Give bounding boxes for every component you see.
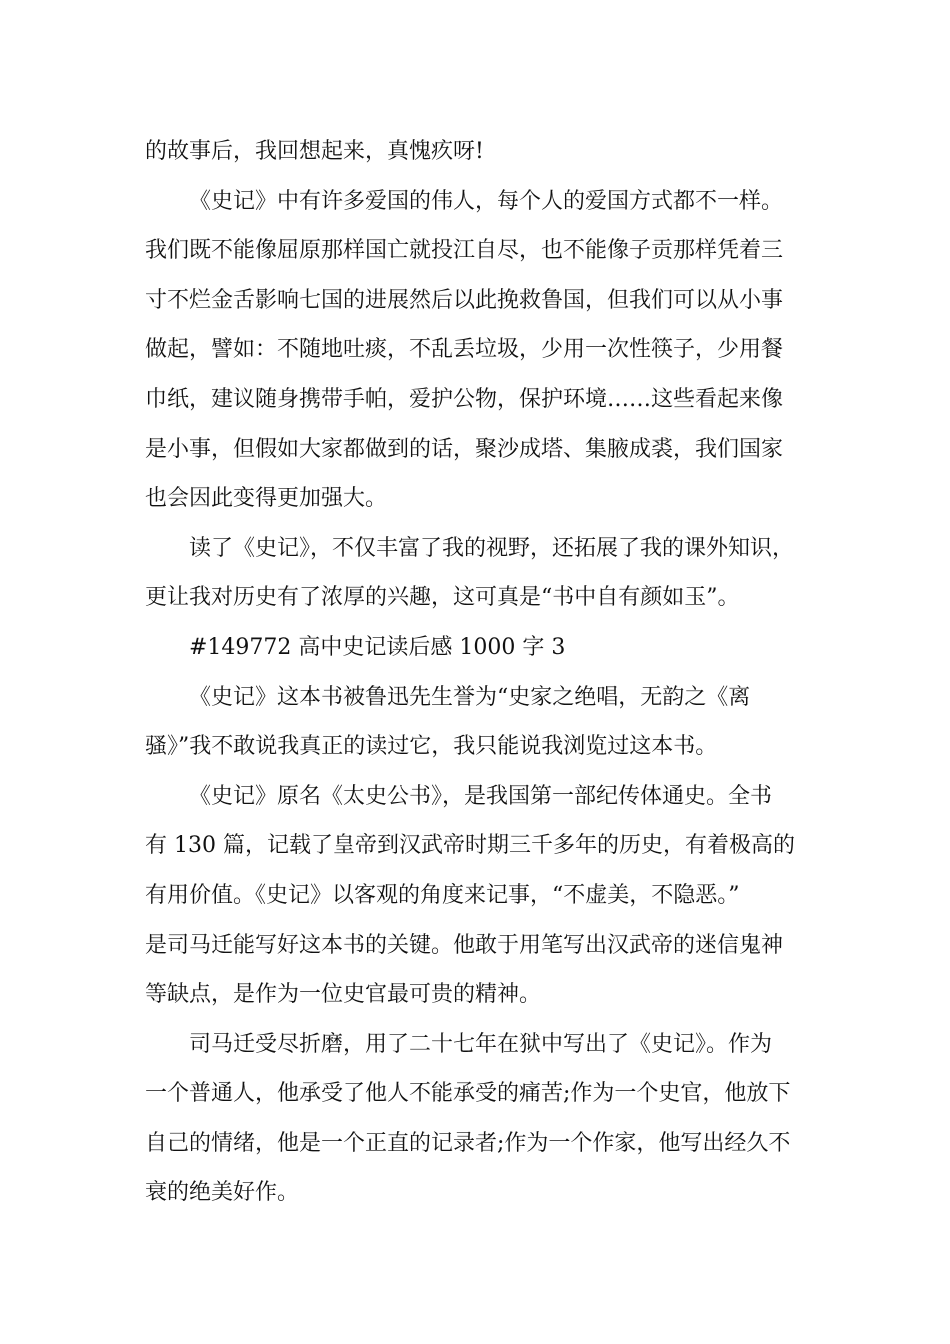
- text-line: 做起，譬如：不随地吐痰，不乱丢垃圾，少用一次性筷子，少用餐: [145, 337, 784, 363]
- paragraph: [145, 524, 813, 623]
- document-body: [145, 127, 813, 1218]
- text-line: 一个普通人，他承受了他人不能承受的痛苦;作为一个史官，他放下: [145, 1081, 791, 1107]
- text-line: 《史记》原名《太史公书》，是我国第一部纪传体通史。全书: [189, 783, 773, 809]
- text-line: 的故事后，我回想起来，真愧疚呀!: [145, 139, 484, 164]
- paragraph: [145, 673, 813, 772]
- text-line: 是司马迁能写好这本书的关键。他敢于用笔写出汉武帝的迷信鬼神: [145, 932, 784, 958]
- text-line: 司马迁受尽折磨，用了二十七年在狱中写出了《史记》。作为: [189, 1031, 773, 1057]
- text-line: 自己的情绪，他是一个正直的记录者;作为一个作家，他写出经久不: [145, 1130, 791, 1156]
- paragraph: [145, 772, 813, 1020]
- text-line: 骚》”我不敢说我真正的读过它，我只能说我浏览过这本书。: [145, 734, 718, 760]
- text-line: 我们既不能像屈原那样国亡就投江自尽，也不能像子贡那样凭着三: [145, 238, 784, 264]
- text-line: 等缺点，是作为一位史官最可贵的精神。: [145, 982, 542, 1008]
- text-line: 《史记》这本书被鲁迅先生誉为“史家之绝唱，无韵之《离: [189, 684, 751, 710]
- text-line: 更让我对历史有了浓厚的兴趣，这可真是“书中自有颜如玉”。: [145, 585, 740, 611]
- text-line: 也会因此变得更加强大。: [145, 486, 388, 512]
- paragraph: [145, 127, 813, 177]
- text-line: 寸不烂金舌影响七国的进展然后以此挽救鲁国，但我们可以从小事: [145, 287, 784, 313]
- heading-line: #149772 高中史记读后感 1000 字 3: [189, 634, 566, 660]
- text-line: 巾纸，建议随身携带手帕，爱护公物，保护环境……这些看起来像: [145, 386, 784, 412]
- text-line: 有用价值。《史记》以客观的角度来记事，“不虚美，不隐恶。”: [145, 882, 740, 908]
- paragraph: [145, 177, 813, 524]
- text-line: 读了《史记》，不仅丰富了我的视野，还拓展了我的课外知识，: [189, 535, 795, 561]
- text-line: 衰的绝美好作。: [145, 1180, 300, 1206]
- text-line: 《史记》中有许多爱国的伟人，每个人的爱国方式都不一样。: [189, 188, 784, 214]
- section-heading: [145, 623, 813, 673]
- text-line: 有 130 篇，记载了皇帝到汉武帝时期三千多年的历史，有着极高的: [145, 833, 795, 859]
- text-line: 是小事，但假如大家都做到的话，聚沙成塔、集腋成裘，我们国家: [145, 436, 784, 462]
- paragraph: [145, 1020, 813, 1218]
